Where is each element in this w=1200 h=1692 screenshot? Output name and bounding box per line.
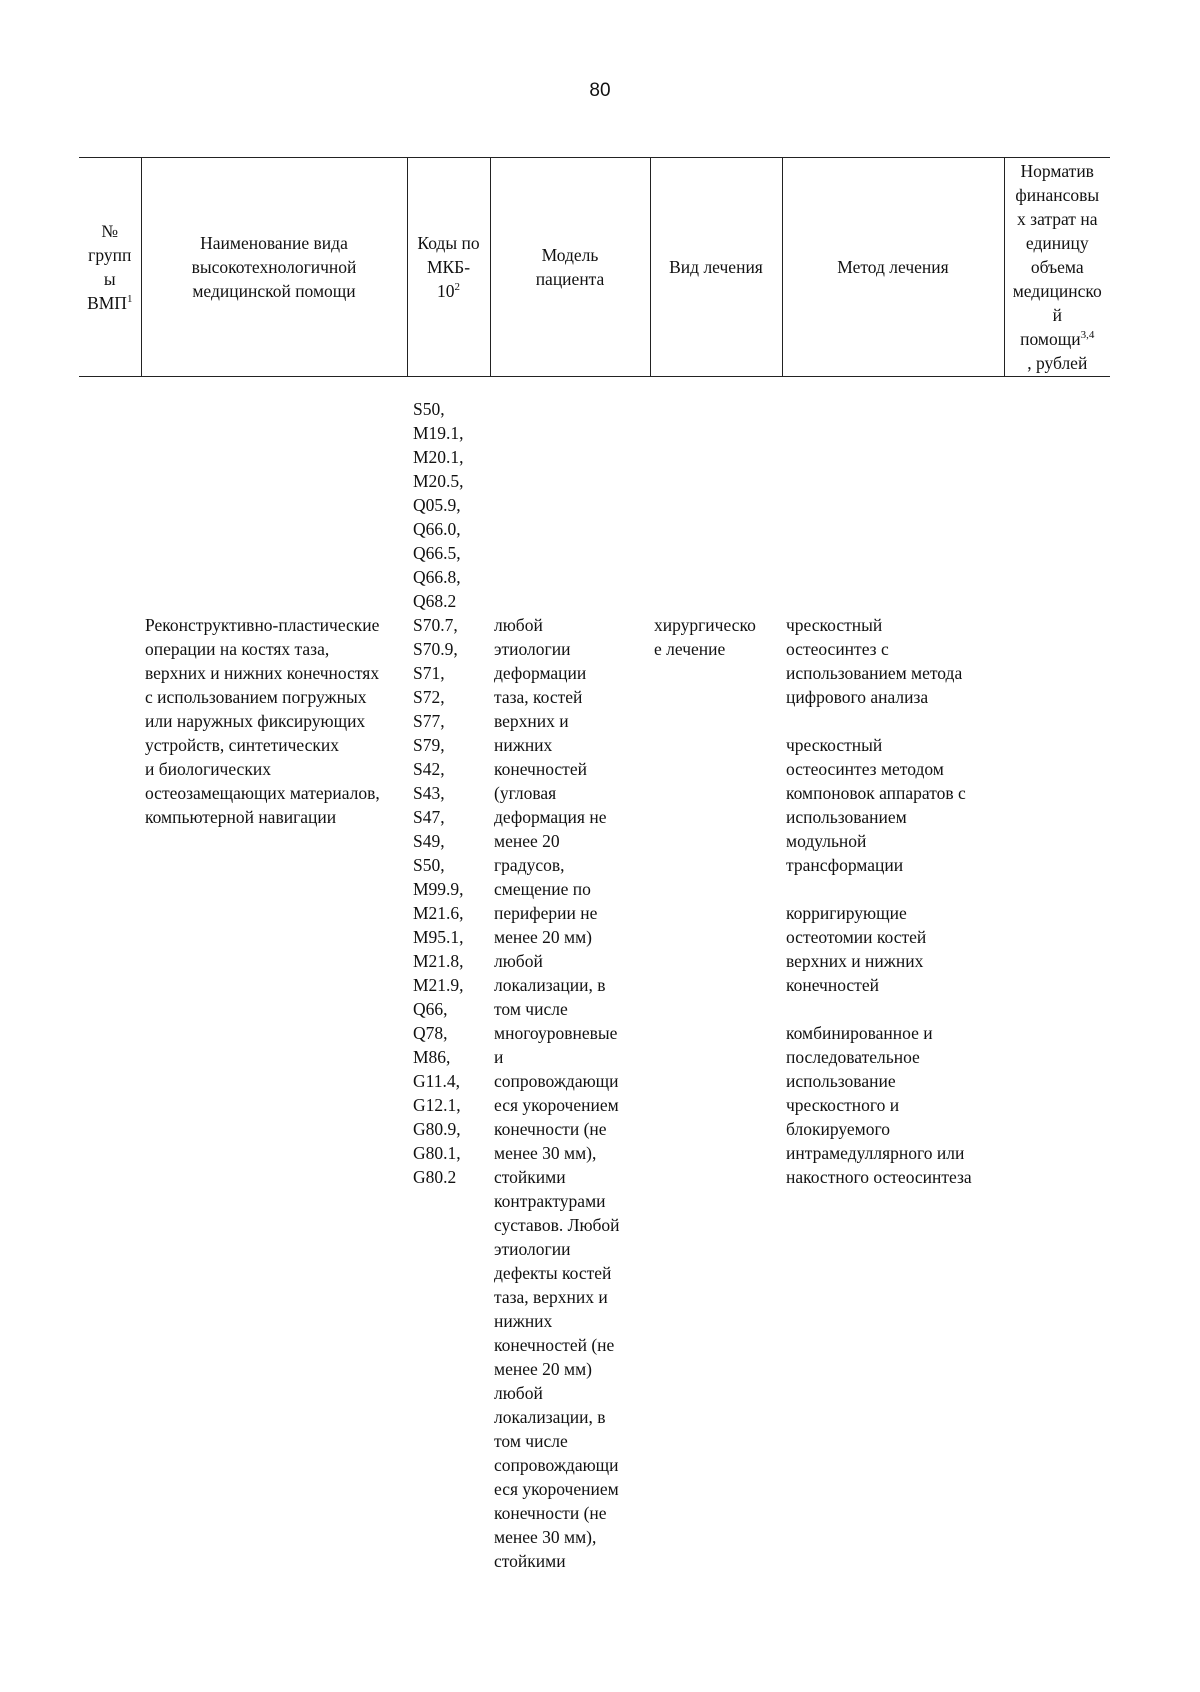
text-line: верхних и: [494, 711, 569, 731]
text-line: сопровождающи: [494, 1071, 619, 1091]
text-line: любой: [494, 951, 543, 971]
cell-patient-model: [490, 377, 650, 1574]
line-spacer: [654, 469, 778, 493]
text-line: том числе: [494, 1431, 568, 1451]
text-line: S77,: [413, 711, 445, 731]
text-line: Наименование вида: [200, 233, 348, 253]
table-header-row: [79, 158, 1110, 377]
text-line: трансформации: [786, 855, 904, 875]
text-line: или наружных фиксирующих: [145, 711, 366, 731]
text-line: G12.1,: [413, 1095, 461, 1115]
text-line: высокотехнологичной: [191, 257, 357, 277]
line-spacer: [786, 397, 1000, 421]
text-line: ы: [103, 269, 116, 289]
text-line: Реконструктивно-пластические: [145, 615, 380, 635]
text-line: медицинско: [1012, 281, 1102, 301]
text-line: Метод лечения: [837, 257, 949, 277]
text-line: S79,: [413, 735, 445, 755]
text-line: нижних: [494, 735, 553, 755]
text-line: любой: [494, 1383, 543, 1403]
line-spacer: [786, 493, 1000, 517]
text-line: операции на костях таза,: [145, 639, 330, 659]
text-line: (угловая: [494, 783, 557, 803]
text-line: стойкими: [494, 1551, 566, 1571]
text-line: менее 20 мм): [494, 927, 592, 947]
text-line: интрамедуллярного или: [786, 1143, 965, 1163]
text-line: конечности (не: [494, 1503, 607, 1523]
text-line: конечностей: [494, 759, 587, 779]
line-spacer: [786, 589, 1000, 613]
text-line: контрактурами: [494, 1191, 606, 1211]
text-line: использование: [786, 1071, 896, 1091]
line-spacer: [494, 445, 646, 469]
paragraph-gap: [786, 997, 1000, 1021]
line-spacer: [145, 541, 403, 565]
line-spacer: [654, 493, 778, 517]
text-line: S49,: [413, 831, 445, 851]
line-spacer: [145, 421, 403, 445]
text-line: любой: [494, 615, 543, 635]
cell-icd-codes: [407, 377, 490, 1574]
text-line: верхних и нижних: [786, 951, 924, 971]
text-line: верхних и нижних конечностях: [145, 663, 380, 683]
text-line: S43,: [413, 783, 445, 803]
text-line: помощи: [1020, 329, 1081, 349]
text-line: суставов. Любой: [494, 1215, 620, 1235]
text-line: устройств, синтетических: [145, 735, 339, 755]
line-spacer: [494, 565, 646, 589]
text-line: менее 30 мм),: [494, 1143, 597, 1163]
icd-codes-lines: [413, 613, 486, 1189]
text-line: смещение по: [494, 879, 591, 899]
header-financial-cost-lines: [1009, 159, 1107, 351]
text-line: G11.4,: [413, 1071, 460, 1091]
text-line: S70.9,: [413, 639, 458, 659]
text-line: последовательное: [786, 1047, 920, 1067]
text-line: №: [101, 221, 119, 241]
line-spacer: [145, 469, 403, 493]
header-financial-cost: [1004, 158, 1110, 377]
text-line: M21.9,: [413, 975, 464, 995]
icd-codes-top-lines: [413, 397, 486, 613]
treatment-method-groups: [786, 613, 1000, 1189]
text-line: менее 20: [494, 831, 560, 851]
text-line: Q05.9,: [413, 495, 461, 515]
text-line: компьютерной навигации: [145, 807, 337, 827]
header-icd-codes: [407, 158, 490, 377]
footnote-marker: 1: [126, 293, 133, 306]
text-line: M19.1,: [413, 423, 464, 443]
line-spacer: [654, 421, 778, 445]
paragraph-gap: [786, 709, 1000, 733]
paragraph-gap: [786, 877, 1000, 901]
text-line: дефекты костей: [494, 1263, 612, 1283]
text-line: M20.5,: [413, 471, 464, 491]
text-line: модульной: [786, 831, 867, 851]
line-spacer: [654, 541, 778, 565]
text-line: G80.2: [413, 1167, 457, 1187]
text-line: градусов,: [494, 855, 565, 875]
text-line: деформации: [494, 663, 587, 683]
text-line: конечности (не: [494, 1119, 607, 1139]
text-line: использованием метода: [786, 663, 963, 683]
text-line: конечностей (не: [494, 1335, 615, 1355]
text-line: остеотомии костей: [786, 927, 927, 947]
text-line: Q68.2: [413, 591, 457, 611]
line-spacer: [145, 565, 403, 589]
text-line: е лечение: [654, 639, 726, 659]
text-line: таза, верхних и: [494, 1287, 608, 1307]
header-treatment-type-lines: [655, 255, 778, 279]
text-line: Коды по: [417, 233, 480, 253]
text-line: пациента: [535, 269, 605, 289]
text-line: многоуровневые: [494, 1023, 618, 1043]
text-line: этиологии: [494, 639, 571, 659]
header-group-number-lines: [83, 219, 137, 315]
line-spacer: [145, 445, 403, 469]
text-line: Q78,: [413, 1023, 448, 1043]
text-line: корригирующие: [786, 903, 907, 923]
text-line: Модель: [541, 245, 599, 265]
header-treatment-method: [782, 158, 1004, 377]
vmp-table: [79, 157, 1110, 1573]
line-spacer: [494, 397, 646, 421]
text-line: й: [1052, 305, 1062, 325]
treatment-type-lines: [654, 613, 778, 661]
line-spacer: [654, 445, 778, 469]
header-care-type-name: [141, 158, 407, 377]
line-spacer: [494, 589, 646, 613]
text-line: ВМП: [87, 293, 127, 313]
text-line: S50,: [413, 855, 445, 875]
text-line: деформация не: [494, 807, 607, 827]
cell-treatment-method: [782, 377, 1004, 1574]
text-line: Норматив: [1020, 161, 1094, 181]
text-line: менее 30 мм),: [494, 1527, 597, 1547]
text-line: M95.1,: [413, 927, 464, 947]
text-line: МКБ-: [426, 257, 471, 277]
cell-care-type-name: [141, 377, 407, 1574]
cell-financial-cost: [1004, 377, 1110, 1574]
treatment-type-spacer: [654, 397, 778, 613]
text-line: S71,: [413, 663, 445, 683]
line-spacer: [145, 397, 403, 421]
header-treatment-type: [650, 158, 782, 377]
text-line: остеосинтез с: [786, 639, 889, 659]
line-spacer: [786, 565, 1000, 589]
text-line: S70.7,: [413, 615, 458, 635]
page-number: 80: [589, 80, 611, 101]
text-line: том числе: [494, 999, 568, 1019]
text-line: объема: [1030, 257, 1084, 277]
text-line: стойкими: [494, 1167, 566, 1187]
text-line: групп: [88, 245, 132, 265]
care-type-name-spacer: [145, 397, 403, 613]
text-line: Q66,: [413, 999, 448, 1019]
text-line: [412, 279, 486, 303]
text-line: нижних: [494, 1311, 553, 1331]
text-line: Q66.0,: [413, 519, 461, 539]
text-line: менее 20 мм): [494, 1359, 592, 1379]
text-line: и: [494, 1047, 504, 1067]
text-line: компоновок аппаратов с: [786, 783, 966, 803]
footnote-marker: 2: [454, 281, 460, 294]
line-spacer: [145, 517, 403, 541]
text-line: G80.1,: [413, 1143, 461, 1163]
text-line: цифрового анализа: [786, 687, 929, 707]
header-care-type-name-lines: [146, 231, 403, 303]
text-line: 10: [437, 281, 455, 301]
table-row: [79, 377, 1110, 1574]
text-line: блокируемого: [786, 1119, 890, 1139]
text-line: хирургическо: [654, 615, 756, 635]
text-line: периферии не: [494, 903, 598, 923]
line-spacer: [145, 493, 403, 517]
cell-group-number: [79, 377, 141, 1574]
patient-model-spacer: [494, 397, 646, 613]
line-spacer: [654, 565, 778, 589]
header-icd-codes-lines: [412, 231, 486, 303]
text-line: M20.1,: [413, 447, 464, 467]
text-line: использованием: [786, 807, 907, 827]
text-line: локализации, в: [494, 1407, 606, 1427]
line-spacer: [654, 589, 778, 613]
text-line: с использованием погружных: [145, 687, 367, 707]
line-spacer: [786, 517, 1000, 541]
text-line: M21.6,: [413, 903, 464, 923]
line-spacer: [786, 541, 1000, 565]
text-line: S72,: [413, 687, 445, 707]
text-line: [1009, 327, 1107, 351]
treatment-method-spacer: [786, 397, 1000, 613]
text-line: Q66.8,: [413, 567, 461, 587]
cell-treatment-type: [650, 377, 782, 1574]
text-line: S47,: [413, 807, 445, 827]
line-spacer: [786, 445, 1000, 469]
text-line: таза, костей: [494, 687, 583, 707]
text-line: M99.9,: [413, 879, 464, 899]
header-treatment-method-lines: [787, 255, 1000, 279]
text-line: конечностей: [786, 975, 879, 995]
text-line: единицу: [1025, 233, 1089, 253]
header-patient-model-lines: [495, 243, 646, 291]
text-line: G80.9,: [413, 1119, 461, 1139]
text-line: остеозамещающих материалов,: [145, 783, 380, 803]
text-line: этиологии: [494, 1239, 571, 1259]
line-spacer: [786, 469, 1000, 493]
text-line: локализации, в: [494, 975, 606, 995]
text-line: M86,: [413, 1047, 451, 1067]
text-line: накостного остеосинтеза: [786, 1167, 972, 1187]
line-spacer: [654, 397, 778, 421]
text-line: финансовы: [1015, 185, 1100, 205]
text-line: остеосинтез методом: [786, 759, 944, 779]
line-spacer: [494, 469, 646, 493]
footnote-marker: 3,4: [1080, 329, 1095, 342]
header-financial-cost-tail: , рублей: [1027, 353, 1088, 373]
text-line: M21.8,: [413, 951, 464, 971]
text-line: S50,: [413, 399, 445, 419]
text-line: чрескостного и: [786, 1095, 900, 1115]
text-line: еся укорочением: [494, 1479, 619, 1499]
text-line: комбинированное и: [786, 1023, 933, 1043]
text-line: [83, 291, 137, 315]
patient-model-lines: [494, 613, 646, 1573]
line-spacer: [786, 421, 1000, 445]
line-spacer: [654, 517, 778, 541]
line-spacer: [494, 517, 646, 541]
text-line: Q66.5,: [413, 543, 461, 563]
line-spacer: [145, 589, 403, 613]
line-spacer: [494, 493, 646, 517]
line-spacer: [494, 541, 646, 565]
text-line: S42,: [413, 759, 445, 779]
text-line: х затрат на: [1017, 209, 1098, 229]
text-line: медицинской помощи: [192, 281, 356, 301]
header-group-number: [79, 158, 141, 377]
care-type-name-lines: [145, 613, 403, 829]
text-line: и биологических: [145, 759, 271, 779]
text-line: сопровождающи: [494, 1455, 619, 1475]
text-line: еся укорочением: [494, 1095, 619, 1115]
text-line: чрескостный: [786, 615, 883, 635]
header-patient-model: [490, 158, 650, 377]
line-spacer: [494, 421, 646, 445]
text-line: чрескостный: [786, 735, 883, 755]
text-line: Вид лечения: [669, 257, 763, 277]
